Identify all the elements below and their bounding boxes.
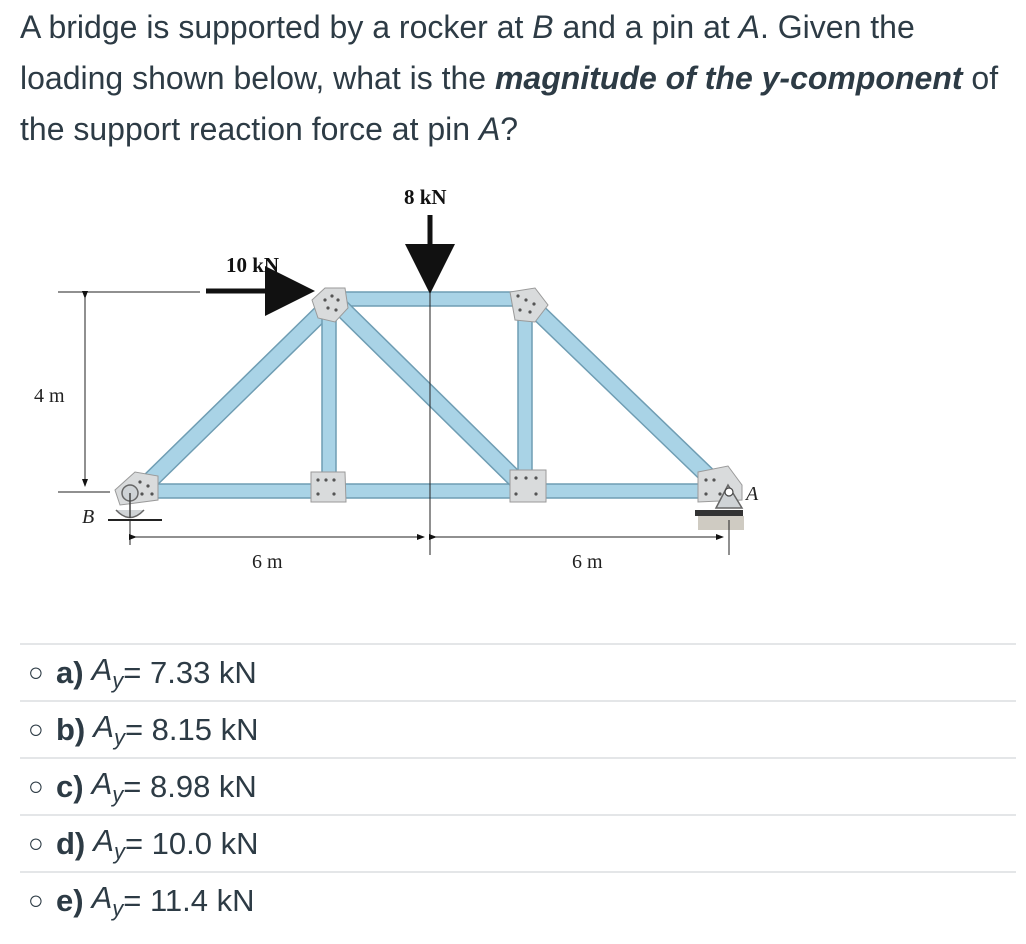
answer-option-e[interactable]: ○ e) $A_y$ = 11.4 kN [20,871,1016,928]
gusset-bottom-mid-right [510,470,546,502]
truss-members [135,292,730,498]
radio-bullet-icon[interactable]: ○ [28,657,44,687]
truss-diagram [0,170,1026,590]
gusset-bottom-mid-left [311,472,346,502]
radio-bullet-icon[interactable]: ○ [28,771,44,801]
span-right-label: 6 m [572,551,603,573]
left-diagonal [135,295,340,495]
question-emphasis: magnitude of the y-component [494,60,963,96]
answer-choices [20,643,1016,928]
load-8kN-label: 8 kN [404,185,447,209]
bottom-chord [135,484,730,498]
answer-option-c[interactable]: ○ c) $A_y$ = 8.98 kN [20,757,1016,814]
span-left-label: 6 m [252,551,283,573]
answer-option-b[interactable]: ○ b) $A_y$ = 8.15 kN [20,700,1016,757]
answer-option-a[interactable]: ○ a) $A_y$ = 7.33 kN [20,643,1016,700]
load-10kN-label: 10 kN [226,253,280,277]
radio-bullet-icon[interactable]: ○ [28,885,44,915]
radio-bullet-icon[interactable]: ○ [28,714,44,744]
label-B: B [82,506,95,528]
label-A: A [746,483,759,505]
height-label: 4 m [34,385,65,407]
answer-option-d[interactable]: ○ d) $A_y$ = 10.0 kN [20,814,1016,871]
radio-bullet-icon[interactable]: ○ [28,828,44,858]
left-vertical [322,300,336,490]
right-vertical [518,300,532,490]
question-text: A bridge is supported by a rocker at B and a pin at A. Given the loading shown below, what is the magnitude of the y-component of the support reaction force at pin A? [20,9,999,147]
right-diagonal [520,295,728,495]
